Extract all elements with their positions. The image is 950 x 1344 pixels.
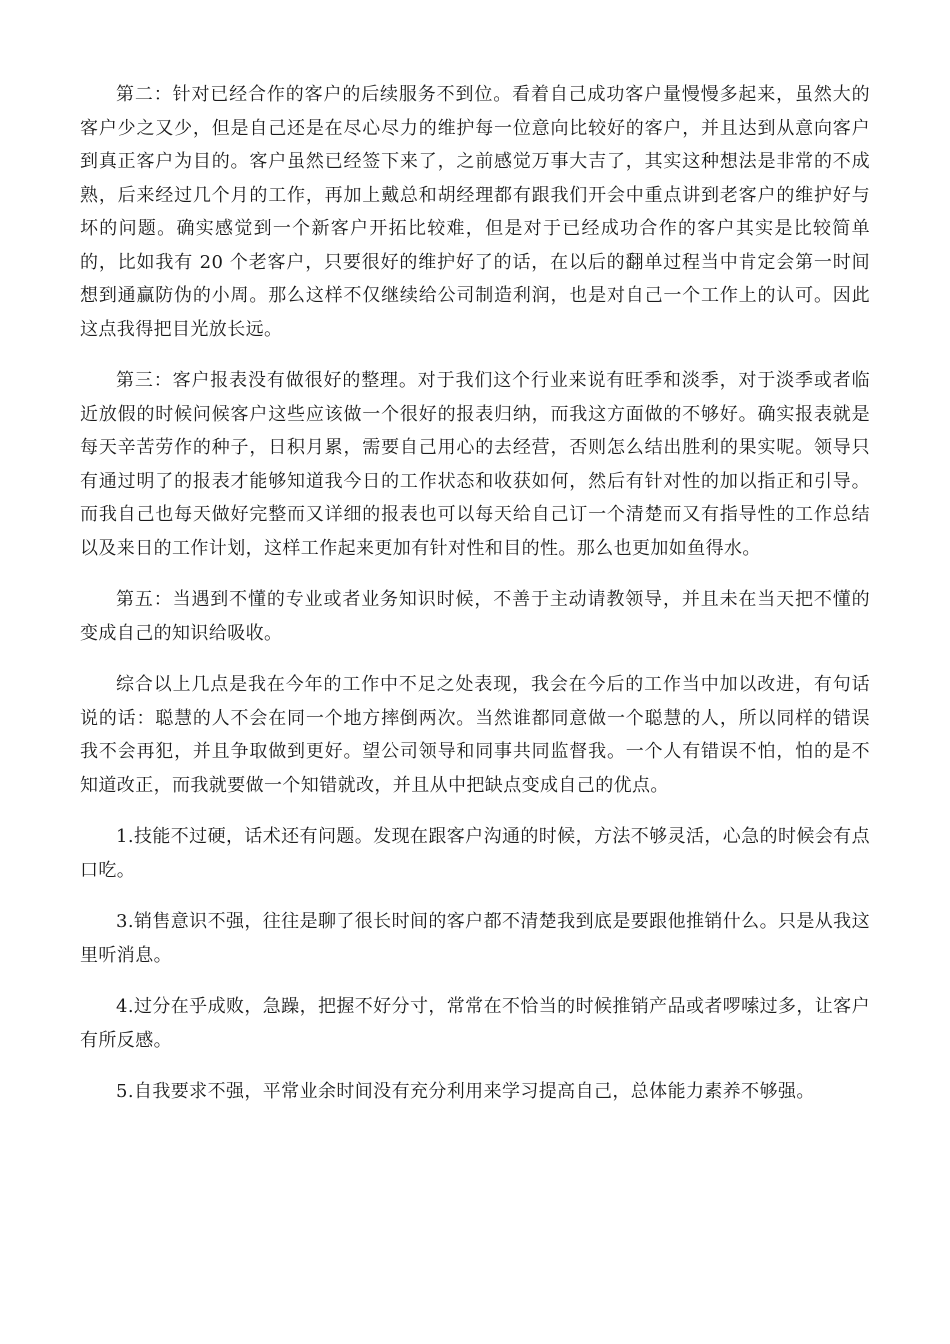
list-item-4: 4.过分在乎成败，急躁，把握不好分寸，常常在不恰当的时候推销产品或者啰嗦过多，让客户有所反感。 [80,996,870,1051]
list-item-1: 1.技能不过硬，话术还有问题。发现在跟客户沟通的时候，方法不够灵活，心急的时候会有点口吃。 [80,826,870,881]
paragraph-third-point: 第三：客户报表没有做很好的整理。对于我们这个行业来说有旺季和淡季，对于淡季或者临近放假的时候问候客户这些应该做一个很好的报表归纳，而我这方面做的不够好。确实报表就是每天辛苦劳作的种子，日积月累，需要自己用心的去经营，否则怎么结出胜利的果实呢。领导只有通过明了的报表才能够知道我今日的工作状态和收获如何，然后有针对性的加以指正和引导。而我自己也每天做好完整而又详细的报表也可以每天给自己订一个清楚而又有指导性的工作总结以及来日的工作计划，这样工作起来更加有针对性和目的性。那么也更加如鱼得水。 [80,370,870,559]
list-item-3: 3.销售意识不强，往往是聊了很长时间的客户都不清楚我到底是要跟他推销什么。只是从我这里听消息。 [80,911,870,966]
list-item-5: 5.自我要求不强，平常业余时间没有充分利用来学习提高自己，总体能力素养不够强。 [116,1081,815,1102]
paragraph-fifth-point: 第五：当遇到不懂的专业或者业务知识时候，不善于主动请教领导，并且未在当天把不懂的变成自己的知识给吸收。 [80,589,870,644]
paragraph-second-point: 第二：针对已经合作的客户的后续服务不到位。看着自己成功客户量慢慢多起来，虽然大的客户少之又少，但是自己还是在尽心尽力的维护每一位意向比较好的客户，并且达到从意向客户到真正客户为目的。客户虽然已经签下来了，之前感觉万事大吉了，其实这种想法是非常的不成熟，后来经过几个月的工作，再加上戴总和胡经理都有跟我们开会中重点讲到老客户的维护好与坏的问题。确实感觉到一个新客户开拓比较难，但是对于已经成功合作的客户其实是比较简单的，比如我有 20 个老客户，只要很好的维护好了的话，在以后的翻单过程当中肯定会第一时间想到通赢防伪的小周。那么这样不仅继续给公司制造利润，也是对自己一个工作上的认可。因此这点我得把目光放长远。 [80,84,870,340]
document-body [80,78,870,1127]
paragraph-summary: 综合以上几点是我在今年的工作中不足之处表现，我会在今后的工作当中加以改进，有句话说的话：聪慧的人不会在同一个地方摔倒两次。当然谁都同意做一个聪慧的人，所以同样的错误我不会再犯，并且争取做到更好。望公司领导和同事共同监督我。一个人有错误不怕，怕的是不知道改正，而我就要做一个知错就改，并且从中把缺点变成自己的优点。 [80,674,870,796]
